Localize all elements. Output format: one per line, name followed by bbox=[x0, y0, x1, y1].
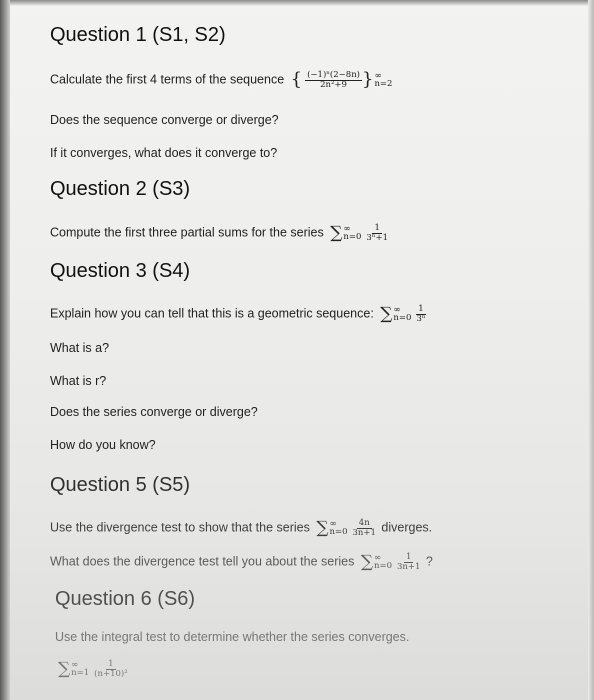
question-2-prompt-text: Compute the first three partial sums for the series bbox=[50, 225, 324, 240]
series-denominator: 3n+1 bbox=[352, 527, 376, 538]
series-bounds-q6 bbox=[71, 661, 89, 678]
question-3-heading: Question 3 (S4) bbox=[50, 260, 191, 282]
sigma-symbol: ∑ bbox=[360, 551, 373, 572]
question-3-ask-r: What is r? bbox=[50, 374, 107, 388]
question-5-prompt bbox=[50, 519, 432, 538]
series-expression-q2 bbox=[330, 224, 390, 243]
sequence-fraction bbox=[305, 71, 362, 90]
question-mark: ? bbox=[425, 554, 433, 569]
close-brace: } bbox=[361, 69, 374, 91]
question-3-prompt-text: Explain how you can tell that this is a geometric sequence: bbox=[50, 306, 374, 321]
series-fraction-q2 bbox=[364, 224, 390, 243]
series-bounds-q3 bbox=[393, 306, 411, 323]
series-numerator: 1 bbox=[108, 659, 114, 669]
series-lower-bound: n=0 bbox=[373, 561, 392, 572]
question-5-heading: Question 5 (S5) bbox=[50, 474, 191, 496]
sequence-expression bbox=[291, 71, 393, 90]
series-lower-bound: n=0 bbox=[343, 232, 362, 243]
series-fraction-q5a bbox=[351, 519, 378, 538]
sequence-denominator: 2n²+9 bbox=[320, 79, 347, 90]
question-2-heading: Question 2 (S3) bbox=[50, 178, 191, 200]
frame-edge-right bbox=[588, 0, 594, 700]
series-denominator: (n+10)² bbox=[94, 668, 128, 679]
question-2-prompt bbox=[50, 224, 390, 243]
frame-edge-top bbox=[0, 0, 594, 6]
question-5-prompt-end: diverges. bbox=[381, 520, 433, 535]
series-upper-bound: ∞ bbox=[393, 304, 401, 315]
question-3-prompt bbox=[50, 305, 428, 324]
frame-edge-left bbox=[0, 0, 10, 700]
series-fraction-q5b bbox=[395, 553, 422, 572]
series-bounds-q5a bbox=[330, 520, 348, 537]
series-upper-bound: ∞ bbox=[343, 223, 351, 234]
series-upper-bound: ∞ bbox=[329, 518, 337, 529]
question-6-heading: Question 6 (S6) bbox=[55, 588, 196, 610]
series-numerator: 1 bbox=[374, 223, 380, 233]
series-expression-q5b bbox=[361, 553, 423, 572]
series-fraction-q3 bbox=[414, 305, 427, 324]
sigma-symbol: ∑ bbox=[58, 658, 71, 679]
sigma-symbol: ∑ bbox=[316, 517, 329, 538]
question-6-series bbox=[55, 660, 130, 679]
sequence-lower-bound: n=2 bbox=[374, 79, 393, 90]
sequence-bounds bbox=[374, 72, 392, 89]
series-bounds-q2 bbox=[343, 225, 361, 242]
question-1-converge: Does the sequence converge or diverge? bbox=[50, 113, 279, 127]
series-fraction-q6 bbox=[92, 660, 129, 679]
series-lower-bound: n=0 bbox=[393, 313, 412, 324]
open-brace: { bbox=[290, 69, 303, 91]
question-3-ask-a: What is a? bbox=[50, 341, 110, 355]
sigma-symbol: ∑ bbox=[330, 222, 343, 243]
series-expression-q3 bbox=[380, 305, 427, 324]
series-denominator: 3n+1 bbox=[397, 561, 421, 572]
series-denominator: 3ⁿ bbox=[416, 313, 426, 324]
series-denominator: 3ⁿ+1 bbox=[366, 232, 388, 243]
sequence-upper-bound: ∞ bbox=[374, 70, 382, 81]
series-bounds-q5b bbox=[374, 554, 392, 571]
series-lower-bound: n=1 bbox=[71, 668, 90, 679]
question-5-prompt-2 bbox=[50, 553, 433, 572]
sequence-numerator: (−1)ⁿ(2−8n) bbox=[307, 70, 360, 80]
question-5-prompt-text: Use the divergence test to show that the series bbox=[50, 520, 310, 535]
question-1-limit: If it converges, what does it converge to? bbox=[50, 146, 278, 160]
sigma-symbol: ∑ bbox=[380, 303, 393, 324]
series-upper-bound: ∞ bbox=[373, 552, 382, 563]
series-lower-bound: n=0 bbox=[329, 527, 348, 538]
series-numerator: 4n bbox=[358, 518, 370, 528]
question-3-how: How do you know? bbox=[50, 438, 156, 452]
question-5-prompt-2-text: What does the divergence test tell you about the series bbox=[50, 554, 355, 569]
question-1-prompt bbox=[50, 71, 392, 90]
question-6-prompt: Use the integral test to determine whether the series converges. bbox=[55, 630, 410, 644]
question-1-prompt-text: Calculate the first 4 terms of the sequence bbox=[50, 72, 285, 87]
series-expression-q6 bbox=[58, 660, 130, 679]
series-upper-bound: ∞ bbox=[71, 659, 79, 670]
series-numerator: 1 bbox=[418, 304, 424, 314]
question-3-converge: Does the series converge or diverge? bbox=[50, 405, 258, 419]
question-1-heading: Question 1 (S1, S2) bbox=[50, 24, 226, 46]
series-numerator: 1 bbox=[406, 552, 412, 562]
series-expression-q5a bbox=[316, 519, 378, 538]
